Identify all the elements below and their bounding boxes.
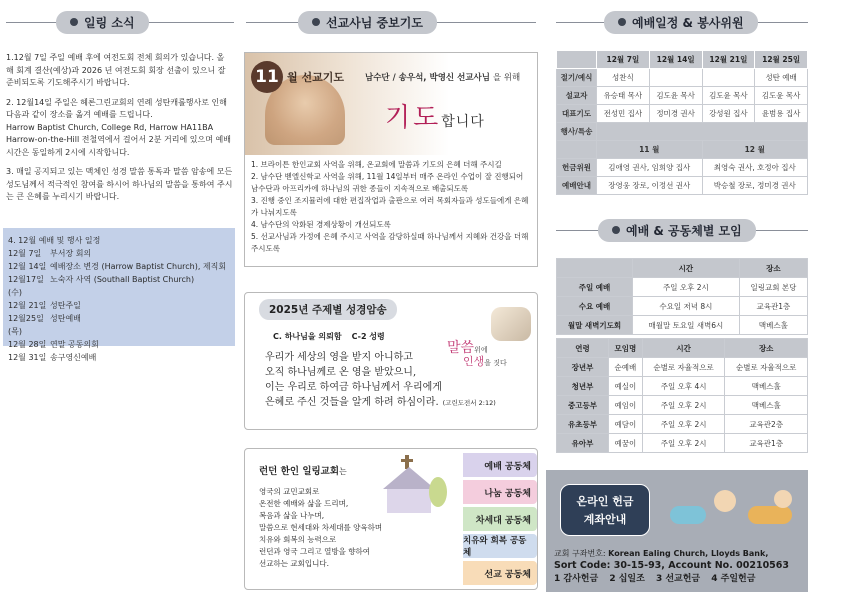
- event-desc: 부서장 회의: [50, 249, 92, 258]
- verse-line: 우리가 세상의 영을 받지 아니하고: [265, 352, 413, 363]
- month-label: 12 월: [702, 141, 808, 159]
- group-head: 모임명: [609, 339, 643, 358]
- group-head: 연령: [557, 339, 609, 358]
- cell: 박승철 장로, 정미경 권사: [702, 177, 808, 195]
- group-age: 유초등부: [557, 415, 609, 434]
- group-name: 예담이: [609, 415, 643, 434]
- group-time: 주일 오후 2시: [642, 415, 725, 434]
- event-row: [8, 312, 230, 338]
- news-item-text: 2. 12월14일 주일은 헤론그린교회의 연례 성탄캐롤행사로 인해 다음과 같이 장소를 옮겨 예배를 드립니다.: [6, 97, 227, 119]
- prayer-big-word: 기도: [385, 103, 442, 133]
- event-row: [8, 247, 230, 260]
- row-label: 행사/특송: [557, 123, 597, 141]
- cell: 김애영 권사, 임희양 집사: [597, 159, 703, 177]
- desc-line: 복음과 삶을 나누며,: [259, 511, 325, 520]
- group-name: 예실이: [609, 377, 643, 396]
- worship-time: 주일 오후 2시: [633, 278, 740, 297]
- cell: [702, 69, 755, 87]
- memory-topic: C. 하나님을 의뢰함: [273, 332, 342, 341]
- worship-place: 일링교회 본당: [739, 278, 807, 297]
- cell: 유승태 목사: [597, 87, 650, 105]
- event-date: 12월17일(수): [8, 275, 44, 297]
- row-label: 헌금위원: [557, 159, 597, 177]
- cell: [649, 69, 702, 87]
- verse-line: 오직 하나님께로 온 영을 받았으니,: [265, 367, 417, 378]
- group-head-row: [557, 339, 808, 358]
- group-place: 교육관1층: [725, 434, 808, 453]
- prayer-banner: [245, 53, 537, 155]
- group-time: 순별로 자율적으로: [642, 358, 725, 377]
- prayer-big-suffix: 합니다: [441, 114, 485, 130]
- church-name-suffix: 는: [339, 467, 347, 476]
- desc-line: 말씀으로 현세대와 차세대를 양육하며: [259, 523, 383, 532]
- deco-small: 을 짓다: [484, 359, 507, 367]
- account-info: [554, 548, 789, 585]
- worship-section-head: [556, 220, 808, 240]
- worship-name: 주일 예배: [557, 278, 633, 297]
- group-place: 순별로 자율적으로: [725, 358, 808, 377]
- group-age: 중고등부: [557, 396, 609, 415]
- worship-place: 맥베스홀: [739, 316, 807, 335]
- group-head: 장소: [725, 339, 808, 358]
- group-name: 예꿈이: [609, 434, 643, 453]
- event-desc: 성탄예배: [50, 314, 81, 323]
- news-item: 1.12월 7일 주일 예배 후에 여전도회 전체 회의가 있습니다. 올 해 회계 결산(예상)과 2026 년 여전도회 회장 선출이 있으니 잘 준비되도록 기도해주시기 바랍니다.: [6, 53, 226, 87]
- schedule-head-pill: [604, 11, 758, 34]
- prayer-item: 1. 브라이튼 한인교회 사역을 위해, 온교회에 말씀과 기도의 은혜 더해 주시길: [251, 160, 502, 169]
- group-place: 맥베스홀: [725, 396, 808, 415]
- cell: 김도윤 목사: [649, 87, 702, 105]
- news-item: 3. 매일 공지되고 있는 맥체인 성경 말씀 통독과 말씀 암송에 모든 성도님께서 적극적인 참여를 하시어 하나님의 말씀을 통하여 주시는 큰 은혜를 누리시기 바랍니다.: [6, 167, 233, 201]
- kid-head: [714, 490, 736, 512]
- event-date: 12월 14일: [8, 262, 47, 271]
- event-desc: 송구영신예배: [50, 353, 97, 362]
- church-vision-panel: [244, 448, 538, 590]
- worship-name: 수요 예배: [557, 297, 633, 316]
- memory-verse-text: [265, 350, 527, 411]
- schedule-row: [557, 87, 808, 105]
- church-name: [259, 463, 347, 477]
- group-place: 맥베스홀: [725, 377, 808, 396]
- schedule-row: [557, 159, 808, 177]
- event-date: 12월 21일: [8, 301, 47, 310]
- row-label: 대표기도: [557, 105, 597, 123]
- group-name: 순예배: [609, 358, 643, 377]
- church-name-text: 런던 한인 일링교회: [259, 466, 340, 477]
- row-label: 절기/예식: [557, 69, 597, 87]
- desc-line: 선교하는 교회입니다.: [259, 559, 329, 568]
- online-title-line: 온라인 헌금: [576, 495, 634, 508]
- event-row: [8, 351, 230, 364]
- cell: 윤범용 집사: [755, 105, 808, 123]
- group-time: 주일 오후 2시: [642, 434, 725, 453]
- verse-reference: (고린도전서 2:12): [442, 399, 496, 407]
- online-offering-panel: [546, 470, 808, 592]
- kid-shape: [748, 506, 792, 524]
- event-cell: [597, 123, 808, 141]
- desc-line: 런던과 영국 그리고 열방을 향하여: [259, 547, 370, 556]
- news-section-head: [6, 12, 234, 32]
- desc-line: 온전한 예배와 삶을 드리며,: [259, 499, 349, 508]
- event-row: [8, 338, 230, 351]
- verse-line: 이는 우리로 하여금 하나님께서 우리에게: [265, 382, 442, 393]
- event-date: 12월 7일: [8, 249, 42, 258]
- news-head-pill: [56, 11, 149, 34]
- account-line: [554, 548, 789, 560]
- cross-bar: [401, 459, 413, 462]
- event-row: [8, 260, 230, 273]
- group-row: [557, 434, 808, 453]
- month-corner: [557, 141, 597, 159]
- event-row: [8, 299, 230, 312]
- memory-title: 2025년 주제별 성경암송: [259, 299, 397, 320]
- group-row: [557, 358, 808, 377]
- cell: 김도윤 목사: [755, 87, 808, 105]
- schedule-month-row: [557, 141, 808, 159]
- church-description: [259, 486, 429, 570]
- worship-head: [557, 259, 633, 278]
- ministry-next-gen: 차세대 공동체: [463, 507, 537, 531]
- cell: 전성민 집사: [597, 105, 650, 123]
- memory-verse-panel: [244, 292, 538, 430]
- row-label: 예배안내: [557, 177, 597, 195]
- cell: 최영숙 권사, 호정아 집사: [702, 159, 808, 177]
- month-number-badge: 11: [251, 61, 283, 93]
- schedule-head-title: 예배일정 & 봉사위원: [632, 15, 744, 30]
- desc-line: 영국의 교민교회로: [259, 487, 320, 496]
- worship-head-row: [557, 259, 808, 278]
- bullet-icon: [618, 18, 626, 26]
- offering-type: 4 주일헌금: [711, 574, 756, 584]
- event-date: 12월 31일: [8, 353, 47, 362]
- worship-row: [557, 278, 808, 297]
- event-desc: 성탄주일: [50, 301, 81, 310]
- online-offering-title: [560, 484, 650, 536]
- ministry-worship: 예배 공동체: [463, 453, 537, 477]
- event-row: [8, 273, 230, 299]
- news-item: [6, 97, 234, 122]
- verse-line-last: [265, 395, 527, 411]
- prayer-item: 4. 남수단의 악화된 경제상황이 개선되도록: [251, 220, 391, 229]
- schedule-date: 12월 21일: [702, 51, 755, 69]
- account-name: Korean Ealing Church, Lloyds Bank,: [608, 549, 769, 558]
- cell: 강성원 집사: [702, 105, 755, 123]
- offering-type: 1 감사헌금: [554, 574, 599, 584]
- bullet-icon: [70, 18, 78, 26]
- worship-row: [557, 297, 808, 316]
- schedule-row: [557, 123, 808, 141]
- memory-subtitle: [273, 331, 385, 342]
- group-head: 시간: [642, 339, 725, 358]
- group-table: [556, 338, 808, 453]
- event-desc: 노숙자 사역 (Southall Baptist Church): [50, 275, 195, 284]
- prayer-item: 2. 남수단 벧엘신학교 사역을 위해, 11월 14일부터 매주 온라인 수업이 잘 진행되어 남수단과 아프리카에 하나님의 귀한 종들이 지속적으로 배출되도록: [251, 172, 524, 193]
- account-label: 교회 구좌번호:: [554, 549, 606, 558]
- prayer-target-suffix: 을 위해: [492, 73, 521, 83]
- account-numbers: Sort Code: 30-15-93, Account No. 00210563: [554, 560, 790, 571]
- news-item: Harrow Baptist Church, College Rd, Harrow HA11BA Harrow-on-the-Hill 전철역에서 걸어서 2분 거리에 있으며 예배시간은 동일하게 2시에 시작합니다.: [6, 122, 231, 157]
- schedule-row: [557, 69, 808, 87]
- ministry-sharing: 나눔 공동체: [463, 480, 537, 504]
- group-name: 예임이: [609, 396, 643, 415]
- prayer-big-title: [385, 97, 485, 134]
- prayer-target: [365, 71, 520, 83]
- worship-head: 시간: [633, 259, 740, 278]
- group-row: [557, 396, 808, 415]
- cell: 성탄 예배: [755, 69, 808, 87]
- offering-types: [554, 573, 789, 585]
- bullet-icon: [312, 18, 320, 26]
- worship-head-pill: [598, 219, 756, 242]
- bullet-icon: [612, 226, 620, 234]
- deco-small: 위에: [474, 346, 488, 354]
- prayer-target-name: 남수단 / 송우석, 박영신 선교사님: [365, 73, 490, 83]
- schedule-date: 12월 25일: [755, 51, 808, 69]
- event-desc: 연말 공동의회: [50, 340, 99, 349]
- worship-head: 장소: [739, 259, 807, 278]
- event-date: 12월25일(목): [8, 314, 44, 336]
- deco-word: 인생: [463, 355, 485, 368]
- event-desc: 예배장소 변경 (Harrow Baptist Church), 제직회: [50, 262, 227, 271]
- memory-subtopic: C-2 성령: [351, 332, 385, 341]
- worship-time: 매월말 토요일 새벽6시: [633, 316, 740, 335]
- worship-table: [556, 258, 808, 335]
- schedule-row: [557, 177, 808, 195]
- prayer-head-title: 선교사님 중보기도: [326, 15, 423, 30]
- schedule-section-head: [556, 12, 808, 32]
- december-events-box: [3, 228, 235, 362]
- prayer-month-title: 월 선교기도: [287, 71, 344, 84]
- news-head-title: 일링 소식: [84, 15, 135, 30]
- prayer-panel: [244, 52, 538, 267]
- group-place: 교육관2층: [725, 415, 808, 434]
- schedule-date: 12월 14일: [649, 51, 702, 69]
- verse-line: 은혜로 주신 것들을 알게 하려 하심이라.: [265, 397, 439, 408]
- kids-illustration: [664, 476, 804, 542]
- ministry-mission: 선교 공동체: [463, 561, 537, 585]
- worship-row: [557, 316, 808, 335]
- prayer-head-pill: [298, 11, 437, 34]
- deco-word: 말씀: [447, 340, 475, 356]
- cell: 장영웅 장로, 이정선 권사: [597, 177, 703, 195]
- worship-name: 월말 새벽기도회: [557, 316, 633, 335]
- schedule-date: 12월 7일: [597, 51, 650, 69]
- group-time: 주일 오후 4시: [642, 377, 725, 396]
- group-age: 장년부: [557, 358, 609, 377]
- worship-place: 교육관1층: [739, 297, 807, 316]
- month-label: 11 월: [597, 141, 703, 159]
- prayer-item: 5. 선교사님과 가정에 은혜 주시고 사역을 감당하실때 하나님께서 지혜와 건강을 더해 주시도록: [251, 232, 529, 253]
- group-time: 주일 오후 2시: [642, 396, 725, 415]
- group-row: [557, 377, 808, 396]
- cell: 정미경 권사: [649, 105, 702, 123]
- group-row: [557, 415, 808, 434]
- worship-head-title: 예배 & 공동체별 모임: [626, 223, 742, 238]
- prayer-section-head: [246, 12, 536, 32]
- group-age: 유아부: [557, 434, 609, 453]
- group-age: 청년부: [557, 377, 609, 396]
- news-list: [6, 52, 234, 211]
- service-schedule-table: [556, 50, 808, 195]
- cell: 성찬식: [597, 69, 650, 87]
- prayer-item: 3. 진행 중인 조지뮬러에 대한 편집작업과 출판으로 여러 목회자들과 성도들에게 은혜가 나눠지도록: [251, 196, 529, 217]
- prayer-list: [245, 155, 537, 259]
- event-date: 12월 28일: [8, 340, 47, 349]
- offering-type: 2 십일조: [609, 574, 645, 584]
- ministry-healing: 치유와 회복 공동체: [463, 534, 537, 558]
- decoration-image: [491, 307, 531, 341]
- kid-head: [774, 490, 792, 508]
- desc-line: 치유와 회복의 능력으로: [259, 535, 337, 544]
- schedule-corner: [557, 51, 597, 69]
- schedule-row: [557, 105, 808, 123]
- schedule-head-row: [557, 51, 808, 69]
- worship-time: 수요일 저녁 8시: [633, 297, 740, 316]
- row-label: 설교자: [557, 87, 597, 105]
- kid-shape: [670, 506, 706, 524]
- offering-type: 3 선교헌금: [655, 574, 701, 584]
- cell: 김도윤 목사: [702, 87, 755, 105]
- events-title: 4. 12월 예배 및 행사 일정: [8, 236, 101, 245]
- tree-shape: [429, 477, 447, 507]
- online-title-line: 계좌안내: [583, 513, 627, 526]
